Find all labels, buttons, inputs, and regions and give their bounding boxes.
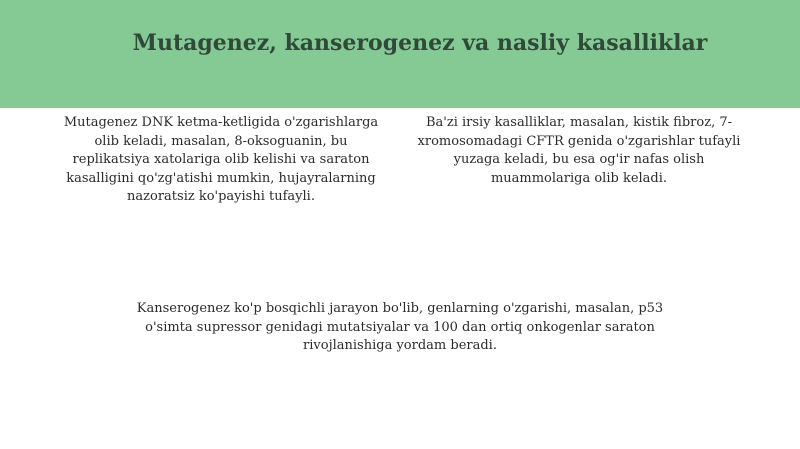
hereditary-disease-paragraph: Ba'zi irsiy kasalliklar, masalan, kistik fibroz, 7-xromosomadagi CFTR genida o'zgarishlar tufayli yuzaga keladi, bu esa og'ir nafas olish muammolariga olib keladi. (417, 115, 741, 186)
carcinogenesis-paragraph: Kanserogenez ko'p bosqichli jarayon bo'lib, genlarning o'zgarishi, masalan, p53 o'simta supressor genidagi mutatsiyalar va 100 dan ortiq onkogenlar saraton rivojlanishiga yordam beradi. (136, 301, 664, 353)
mutagenesis-paragraph: Mutagenez DNK ketma-ketligida o'zgarishlarga olib keladi, masalan, 8-oksoguanin, bu replikatsiya xatolariga olib kelishi va saraton kasalligini qo'zg'atishi mumkin, hujayralarning nazoratsiz ko'payishi tufayli. (63, 115, 379, 204)
slide-title: Mutagenez, kanserogenez va nasliy kasalliklar (132, 30, 708, 56)
